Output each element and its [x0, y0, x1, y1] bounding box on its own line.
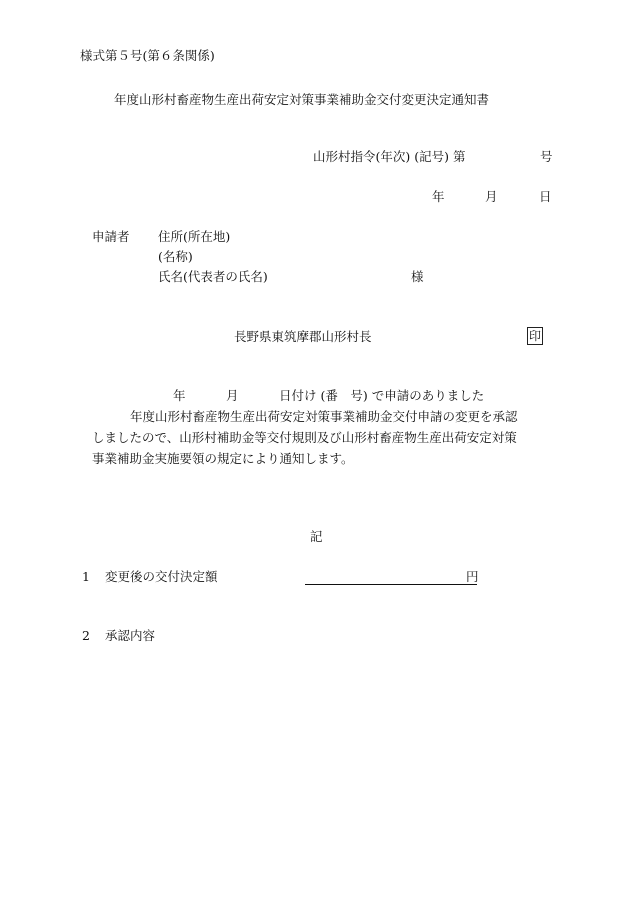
issuer-name: 長野県東筑摩郡山形村長 [234, 329, 372, 344]
body-line-4: 事業補助金実施要領の規定により通知します。 [92, 451, 354, 466]
amount-blank-line [305, 584, 477, 585]
document-title: 年度山形村畜産物生産出荷安定対策事業補助金交付変更決定通知書 [114, 92, 490, 107]
seal-stamp: 印 [528, 329, 541, 343]
item-1-unit: 円 [466, 569, 479, 584]
body-line-3: しましたので、山形村補助金等交付規則及び山形村畜産物生産出荷安定対策 [92, 430, 517, 445]
ki-heading: 記 [310, 529, 323, 544]
date-day: 日 [539, 189, 552, 204]
form-id: 様式第５号(第６条関係) [80, 48, 215, 63]
item-1-label: 変更後の交付決定額 [105, 569, 218, 584]
applicant-name-org: (名称) [158, 249, 193, 264]
applicant-label: 申請者 [92, 229, 130, 244]
reference-number-label: 山形村指令(年次) (記号) 第 [313, 149, 466, 164]
reference-number-suffix: 号 [540, 149, 553, 164]
date-year: 年 [432, 189, 445, 204]
body-date-year: 年 [173, 388, 186, 403]
applicant-name-rep: 氏名(代表者の氏名) [158, 269, 268, 284]
applicant-honorific: 様 [411, 269, 424, 284]
body-line-2: 年度山形村畜産物生産出荷安定対策事業補助金交付申請の変更を承認 [130, 409, 518, 424]
item-2-number: 2 [82, 628, 90, 643]
item-2-label: 承認内容 [105, 628, 156, 643]
body-date-month: 月 [226, 388, 239, 403]
item-1-number: 1 [82, 569, 90, 584]
date-month: 月 [485, 189, 498, 204]
applicant-address: 住所(所在地) [158, 229, 231, 244]
body-date-rest: 日付け (番 号) で申請のありました [279, 388, 485, 403]
